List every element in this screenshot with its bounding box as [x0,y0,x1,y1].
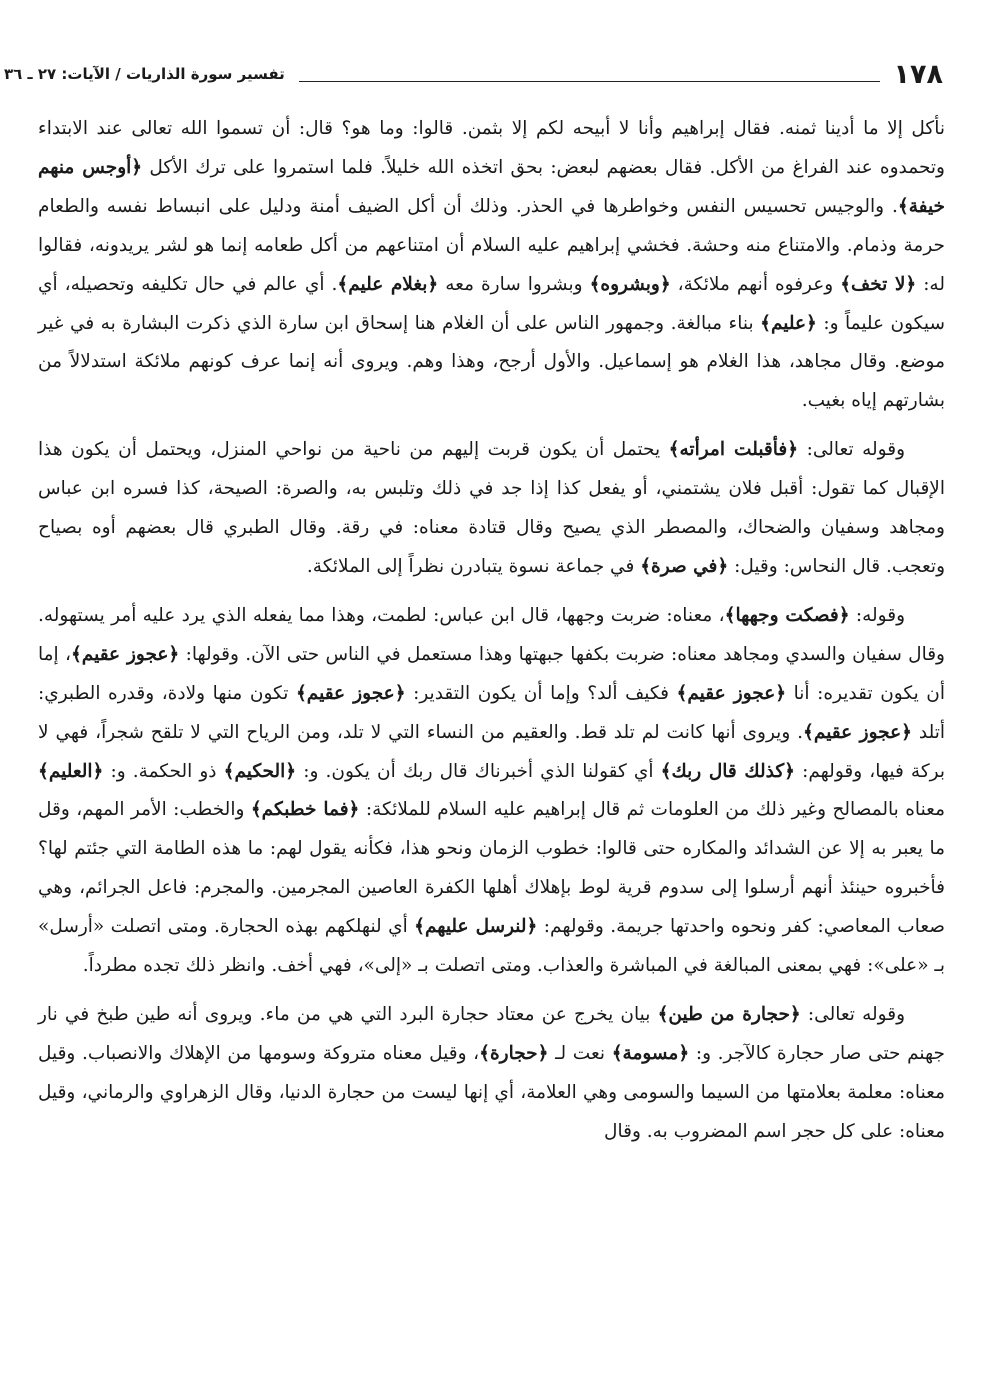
quranic-quote: ﴿عليم﴾ [760,312,817,334]
paragraph [38,597,945,986]
quranic-quote: ﴿في صرة﴾ [640,555,729,577]
quranic-quote: ﴿لنرسل عليهم﴾ [414,916,538,938]
text-run: وعرفوه أنهم ملائكة، [670,273,841,295]
text-run: وقوله تعالى: [798,439,906,461]
text-run: بيان يخرج عن معتاد حجارة البرد التي هي من ماء. ويروى أنه طين طبخ في نار جهنم حتى صار حجارة كالآجر. و: [38,1003,945,1064]
text-run: فكيف ألد؟ وإما أن يكون التقدير: [405,682,677,704]
body-text [38,110,945,1152]
paragraph [38,996,945,1152]
paragraph [38,431,945,587]
quranic-quote: ﴿فأقبلت امرأته﴾ [668,439,799,461]
text-run: معناه بالمصالح وغير ذلك من العلومات ثم قال إبراهيم عليه السلام للملائكة: [359,799,945,821]
quranic-quote: ﴿حجارة من طين﴾ [657,1003,801,1025]
text-run: . ويروى أنها كانت لم تلد قط. والعقيم من النساء التي لا تلد، ومن الرياح التي لا تلقح شجراً، فهي لا بركة فيها، وقولهم: [38,721,946,782]
quranic-quote: ﴿حجارة﴾ [479,1042,549,1064]
text-run: أي لنهلكهم بهذه الحجارة. ومتى اتصلت «أرسل» بـ «على»: فهي بمعنى المبالغة في المباشرة والعذاب. ومتى اتصلت بـ «إلى»، فهي أخف. وانظر ذلك تجده مطرداً. [38,916,945,977]
text-run: ذو الحكمة. و: [103,760,224,782]
quranic-quote: ﴿مسومة﴾ [611,1042,690,1064]
quranic-quote: ﴿كذلك قال ربك﴾ [660,760,795,782]
text-run: ، وقيل معناه متروكة وسومها من الإهلاك والانصباب. وقيل معناه: معلمة بعلامتها من السيما والسومى وهي العلامة، أي إنها ليست من حجارة الدنيا، وقال الزهراوي والرماني، وقيل معناه: على كل حجر اسم المضروب به. وقال [38,1042,945,1142]
quranic-quote: ﴿أوجس منهم خيفة﴾ [38,156,945,217]
quranic-quote: ﴿عجوز عقيم﴾ [295,682,406,704]
text-run: ، معناه: ضربت وجهها، قال ابن عباس: لطمت، وهذا مما يفعله الذي يرد عليه أمر يستهوله. وقال سفيان والسدي ومجاهد معناه: ضربت بكفها جبهتها وهذا مستعمل في الناس حتى الآن. وقولها: [38,604,945,665]
text-run: وقوله: [849,604,905,626]
quranic-quote: ﴿فما خطبكم﴾ [250,799,360,821]
text-run: في جماعة نسوة يتبادرن نظراً إلى الملائكة. [306,555,641,577]
page-header [4,56,943,92]
quranic-quote: ﴿الحكيم﴾ [223,760,297,782]
paragraph [38,110,945,421]
page-number: ١٧٨ [893,58,943,90]
text-run: وبشروا سارة معه [438,273,590,295]
text-run: تكون منها ولادة، وقدره الطبري: أتلد [38,682,945,743]
quranic-quote: ﴿بغلام عليم﴾ [337,273,439,295]
quranic-quote: ﴿عجوز عقيم﴾ [676,682,787,704]
text-run: . والوجيس تحسيس النفس وخواطرها في الحذر. وذلك أن أكل الضيف أمنة ودليل على انبساط نفسه والطعام حرمة وذمام. والامتناع منه وحشة. فخشي إبراهيم عليه السلام أن امتناعهم من أكل طعامه إنما هو لشر يريدونه، فقالوا له: [38,195,945,295]
text-run: نأكل إلا ما أدينا ثمنه. فقال إبراهيم وأنا لا أبيحه لكم إلا بثمن. قالوا: وما هو؟ قال: أن تسموا الله تعالى عند الابتداء وتحمدوه عند الفراغ من الأكل. فقال بعضهم لبعض: بحق اتخذه الله خليلاً. فلما استمروا على ترك الأكل [38,118,945,178]
header-divider [299,81,880,82]
text-run: يحتمل أن يكون قربت إليهم من ناحية من نواحي المنزل، ويحتمل أن يكون هذا الإقبال كما تقول: أقبل فلان يشتمني، أو يفعل كذا إذا جد في ذلك وتلبس به، والصرة: الصيحة، كذا فسره ابن عباس ومجاهد وسفيان والضحاك، والمصطر الذي يصيح وقال قتادة معناه: في رقة. وقال الطبري قال بعضهم أوه بصياح وتعجب. قال النحاس: وقيل: [38,439,945,577]
text-run: والخطب: الأمر المهم، وقل ما يعبر به إلا عن الشدائد والمكاره حتى قالوا: خطوب الزمان ونحو هذا، فكأنه يقول لهم: ما هذه الطامة التي جئتم لها؟ فأخبروه حينئذ أنهم أرسلوا إلى سدوم قرية لوط بإهلاك أهلها الكفرة العاصين المجرمين. والمجرم: فاعل الجرائم، وهي صعاب المعاصي: كفر ونحوه واحدتها جريمة. وقولهم: [38,799,945,938]
text-run: ، إما أن يكون تقديره: أنا [38,643,946,704]
text-run: بناء مبالغة. وجمهور الناس على أن الغلام هنا إسحاق ابن سارة الذي ذكرت البشارة به في غير موضع. وقال مجاهد، هذا الغلام هو إسماعيل. والأول أرجح، وهذا وهم. ويروى أنه إنما عرف كونهم ملائكة استدلالاً من بشارتهم إياه بغيب. [38,312,946,412]
quranic-quote: ﴿عجوز عقيم﴾ [70,643,180,665]
quranic-quote: ﴿فصكت وجهها﴾ [724,604,850,626]
quranic-quote: ﴿وبشروه﴾ [589,273,671,295]
text-run: نعت لـ [548,1042,612,1064]
text-run: . أي عالم في حال تكليفه وتحصيله، أي سيكون عليماً و: [38,273,945,334]
text-run: أي كقولنا الذي أخبرناك قال ربك أن يكون. و: [296,760,661,782]
quranic-quote: ﴿العليم﴾ [38,760,104,782]
running-title: تفسير سورة الذاريات / الآيات: ٢٧ ـ ٣٦ [4,65,285,83]
quranic-quote: ﴿لا تخف﴾ [840,273,917,295]
quranic-quote: ﴿عجوز عقيم﴾ [803,721,912,743]
text-run: وقوله تعالى: [800,1003,906,1025]
